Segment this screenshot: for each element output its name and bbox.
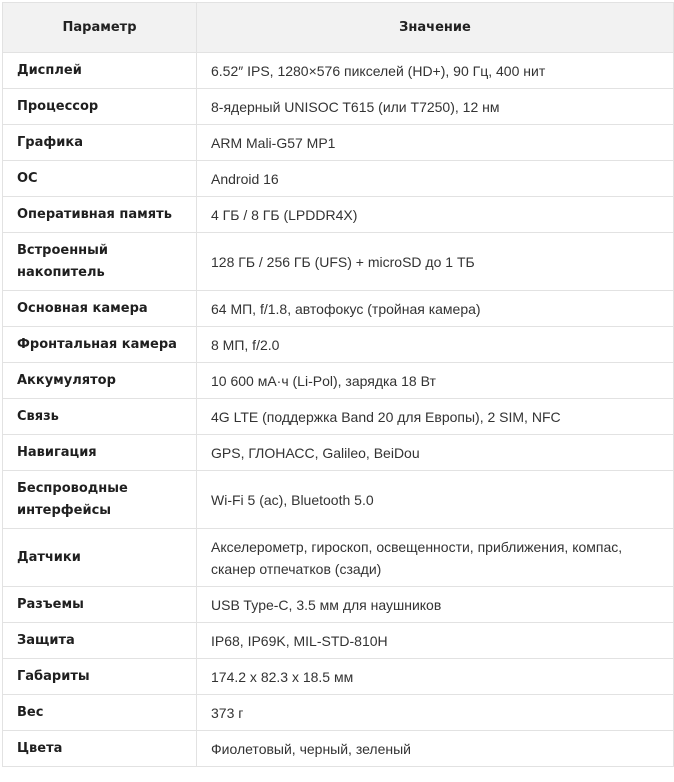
value-cell: 4 ГБ / 8 ГБ (LPDDR4X) (197, 197, 674, 233)
param-cell: Цвета (3, 731, 197, 767)
value-cell: IP68, IP69K, MIL-STD-810H (197, 623, 674, 659)
table-row (3, 731, 674, 767)
param-cell: Оперативная память (3, 197, 197, 233)
table-row (3, 399, 674, 435)
table-row (3, 89, 674, 125)
value-cell: ARM Mali-G57 MP1 (197, 125, 674, 161)
table-row (3, 471, 674, 529)
value-cell: 4G LTE (поддержка Band 20 для Европы), 2 SIM, NFC (197, 399, 674, 435)
value-cell: 64 МП, f/1.8, автофокус (тройная камера) (197, 291, 674, 327)
table-row (3, 161, 674, 197)
param-cell: Дисплей (3, 53, 197, 89)
table-row (3, 529, 674, 587)
table-row (3, 659, 674, 695)
table-row (3, 327, 674, 363)
value-cell: Акселерометр, гироскоп, освещенности, приближения, компас, сканер отпечатков (сзади) (197, 529, 674, 587)
param-cell: Основная камера (3, 291, 197, 327)
param-cell: Связь (3, 399, 197, 435)
table-row (3, 363, 674, 399)
value-cell: 373 г (197, 695, 674, 731)
header-row (3, 3, 674, 53)
table-row (3, 233, 674, 291)
value-cell: Wi-Fi 5 (ac), Bluetooth 5.0 (197, 471, 674, 529)
param-cell: Вес (3, 695, 197, 731)
param-cell: Беспроводные интерфейсы (3, 471, 197, 529)
spec-table (2, 2, 674, 767)
table-row (3, 695, 674, 731)
value-cell: Фиолетовый, черный, зеленый (197, 731, 674, 767)
value-cell: 10 600 мА·ч (Li-Pol), зарядка 18 Вт (197, 363, 674, 399)
param-cell: Процессор (3, 89, 197, 125)
value-cell: 174.2 x 82.3 x 18.5 мм (197, 659, 674, 695)
table-row (3, 53, 674, 89)
table-row (3, 197, 674, 233)
spec-table-header (3, 3, 674, 53)
param-cell: ОС (3, 161, 197, 197)
table-row (3, 291, 674, 327)
value-cell: 6.52″ IPS, 1280×576 пикселей (HD+), 90 Гц, 400 нит (197, 53, 674, 89)
value-cell: 8-ядерный UNISOC T615 (или T7250), 12 нм (197, 89, 674, 125)
value-cell: GPS, ГЛОНАСС, Galileo, BeiDou (197, 435, 674, 471)
value-cell: USB Type-C, 3.5 мм для наушников (197, 587, 674, 623)
param-cell: Графика (3, 125, 197, 161)
header-param: Параметр (3, 3, 197, 53)
value-cell: 8 МП, f/2.0 (197, 327, 674, 363)
value-cell: Android 16 (197, 161, 674, 197)
header-value: Значение (197, 3, 674, 53)
param-cell: Аккумулятор (3, 363, 197, 399)
param-cell: Разъемы (3, 587, 197, 623)
table-row (3, 435, 674, 471)
param-cell: Защита (3, 623, 197, 659)
table-row (3, 125, 674, 161)
table-row (3, 623, 674, 659)
param-cell: Габариты (3, 659, 197, 695)
value-cell: 128 ГБ / 256 ГБ (UFS) + microSD до 1 ТБ (197, 233, 674, 291)
param-cell: Навигация (3, 435, 197, 471)
param-cell: Фронтальная камера (3, 327, 197, 363)
param-cell: Датчики (3, 529, 197, 587)
table-row (3, 587, 674, 623)
param-cell: Встроенный накопитель (3, 233, 197, 291)
spec-table-body (3, 53, 674, 767)
